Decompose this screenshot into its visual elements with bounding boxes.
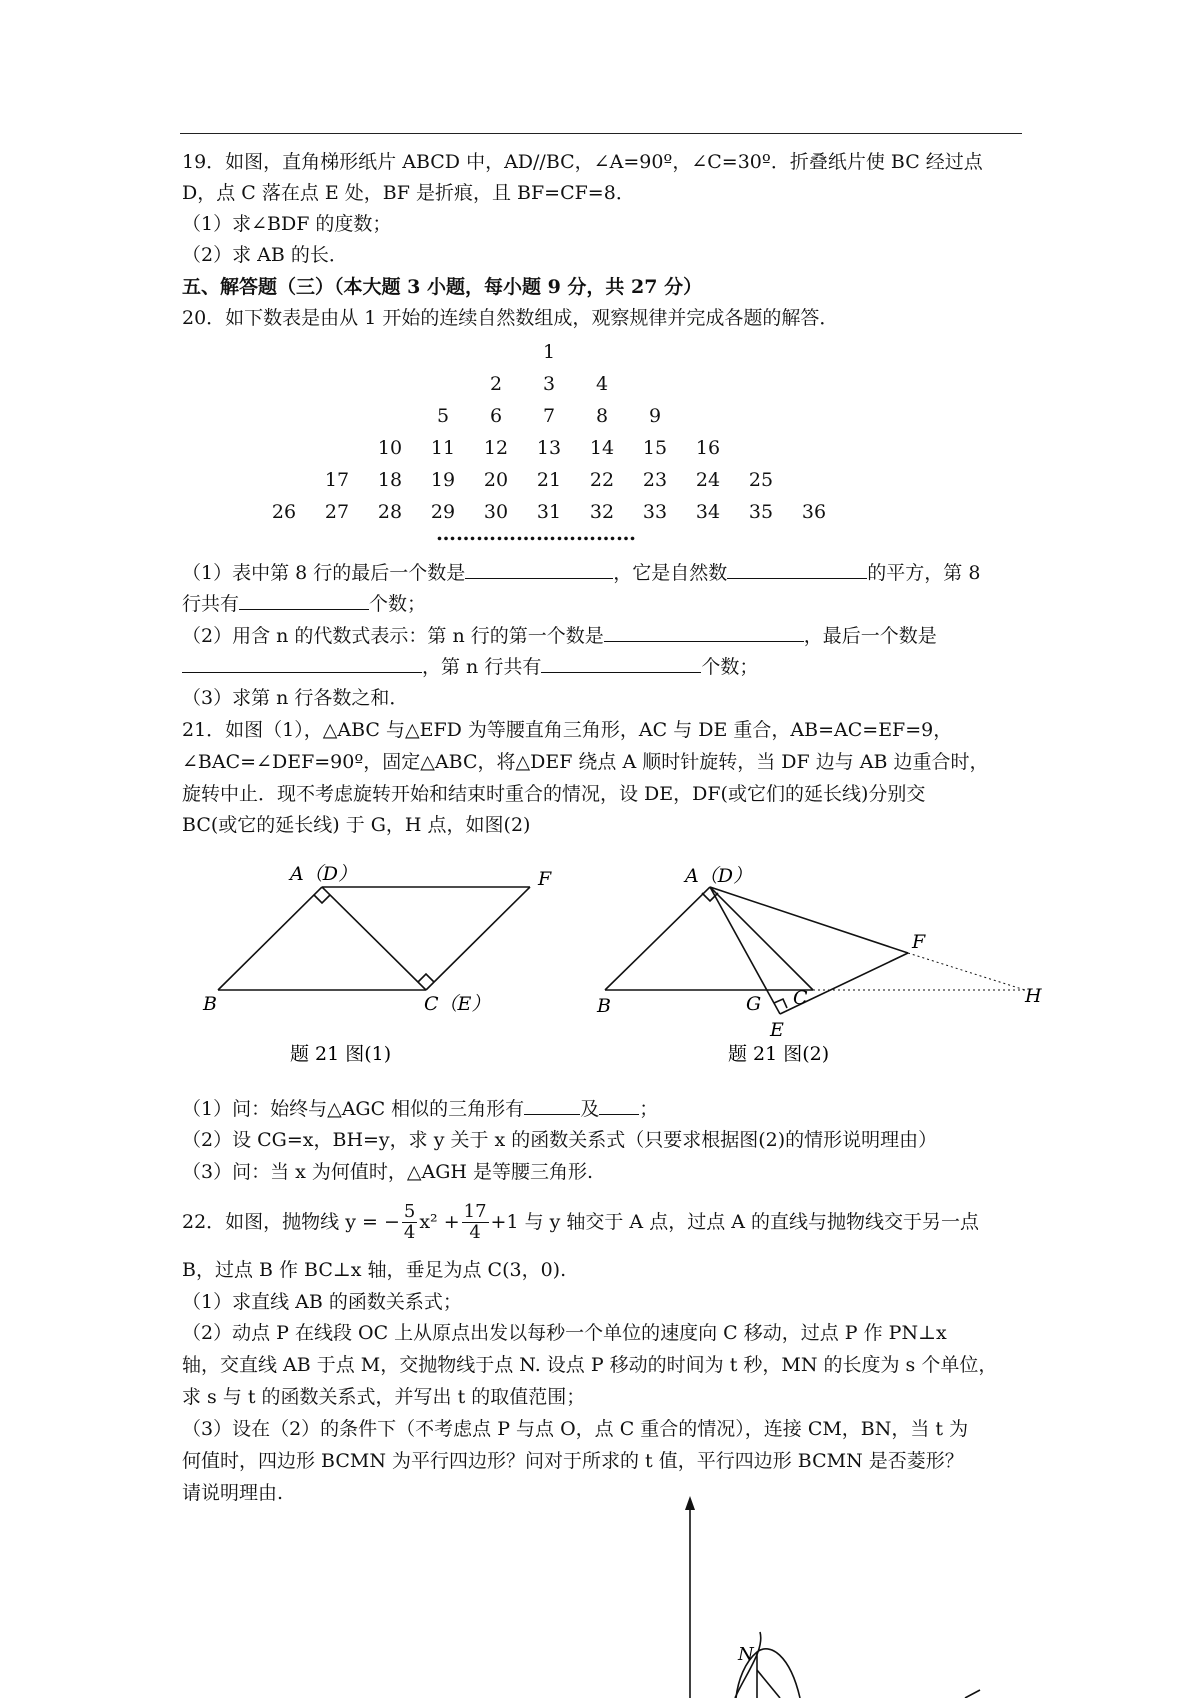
section-5-heading: 五、解答题（三）（本大题 3 小题，每小题 9 分，共 27 分） bbox=[182, 276, 703, 298]
fig22-label-n: N bbox=[738, 1644, 754, 1665]
q22-line2: B，过点 B 作 BC⊥x 轴，垂足为点 C(3，0). bbox=[182, 1259, 567, 1281]
table-number: 19 bbox=[430, 469, 456, 491]
segment-ac bbox=[710, 887, 813, 990]
q19-line2: D，点 C 落在点 E 处，BF 是折痕，且 BF=CF=8． bbox=[182, 182, 635, 204]
q21-p1-text-c: ； bbox=[639, 1098, 659, 1120]
q21-line4: BC(或它的延长线) 于 G，H 点，如图(2) bbox=[182, 814, 531, 836]
table-number: 32 bbox=[589, 501, 615, 523]
table-number: 29 bbox=[430, 501, 456, 523]
q20-p1-text-d: 行共有 bbox=[182, 593, 240, 615]
q21-line2: ∠BAC=∠DEF=90º，固定△ABC，将△DEF 绕点 A 顺时针旋转，当 DF 边与 AB 边重合时， bbox=[182, 751, 989, 773]
table-number: 7 bbox=[542, 405, 556, 427]
q19-part2: （2）求 AB 的长． bbox=[182, 244, 348, 266]
table-number: 25 bbox=[748, 469, 774, 491]
q20-p2-text-b: ，最后一个数是 bbox=[803, 625, 937, 647]
table-number: 8 bbox=[595, 405, 609, 427]
table-number: 22 bbox=[589, 469, 615, 491]
answer-blank[interactable] bbox=[599, 1096, 639, 1115]
segment-ac bbox=[322, 887, 426, 990]
q20-p2-text-d: 个数； bbox=[701, 656, 759, 678]
table-number: 33 bbox=[642, 501, 668, 523]
table-number: 11 bbox=[430, 437, 456, 459]
table-number: 2 bbox=[489, 373, 503, 395]
table-number: 31 bbox=[536, 501, 562, 523]
table-number: 27 bbox=[324, 501, 350, 523]
extension-lines bbox=[813, 953, 1025, 990]
fig2-label-b: B bbox=[597, 995, 611, 1017]
fig2-label-a: A（D） bbox=[685, 865, 752, 887]
figure-22 bbox=[690, 1505, 980, 1698]
table-number: 36 bbox=[801, 501, 827, 523]
q22-part2-line2: 轴，交直线 AB 于点 M，交抛物线于点 N. 设点 P 移动的时间为 t 秒，MN 的长度为 s 个单位， bbox=[182, 1354, 998, 1376]
table-number: 15 bbox=[642, 437, 668, 459]
q21-part1 bbox=[182, 1096, 658, 1121]
fig1-caption: 题 21 图(1) bbox=[290, 1043, 392, 1065]
q22-text-b: +1 与 y 轴交于 A 点，过点 A 的直线与抛物线交于另一点 bbox=[490, 1211, 979, 1233]
table-number: 14 bbox=[589, 437, 615, 459]
table-number: 18 bbox=[377, 469, 403, 491]
table-number: 13 bbox=[536, 437, 562, 459]
fig1-label-c: C（E） bbox=[424, 993, 491, 1015]
figure-21-1 bbox=[218, 887, 530, 990]
q21-line3: 旋转中止．现不考虑旋转开始和结束时重合的情况，设 DE，DF(或它们的延长线)分别交 bbox=[182, 783, 926, 805]
table-number: 16 bbox=[695, 437, 721, 459]
segment-ab bbox=[218, 887, 322, 990]
answer-blank[interactable] bbox=[524, 1096, 580, 1115]
q22-line1 bbox=[182, 1200, 979, 1244]
fig2-label-f: F bbox=[912, 931, 926, 953]
fraction-17-4: $\frac{17}{4}$ bbox=[463, 1200, 487, 1243]
table-number: 21 bbox=[536, 469, 562, 491]
table-number: 34 bbox=[695, 501, 721, 523]
fig2-caption: 题 21 图(2) bbox=[728, 1043, 830, 1065]
q22-part3-line1: （3）设在（2）的条件下（不考虑点 P 与点 O，点 C 重合的情况），连接 CM，BN，当 t 为 bbox=[182, 1418, 969, 1440]
q19-line1: 19．如图，直角梯形纸片 ABCD 中，AD//BC，∠A=90º，∠C=30º．折叠纸片使 BC 经过点 bbox=[182, 151, 983, 173]
fig1-label-f: F bbox=[538, 868, 552, 890]
table-number: 24 bbox=[695, 469, 721, 491]
table-number: 30 bbox=[483, 501, 509, 523]
q22-part2-line3: 求 s 与 t 的函数关系式，并写出 t 的取值范围； bbox=[182, 1386, 586, 1408]
q19-part1: （1）求∠BDF 的度数； bbox=[182, 213, 392, 235]
table-number: 10 bbox=[377, 437, 403, 459]
y-axis-arrow-icon bbox=[685, 1496, 695, 1510]
q20-p1-text-c: 的平方，第 8 bbox=[867, 562, 981, 584]
df-extension bbox=[908, 953, 1025, 990]
table-number: 26 bbox=[271, 501, 297, 523]
table-number: 3 bbox=[542, 373, 556, 395]
table-number: 12 bbox=[483, 437, 509, 459]
q22-part2-line1: （2）动点 P 在线段 OC 上从原点出发以每秒一个单位的速度向 C 移动，过点 P 作 PN⊥x bbox=[182, 1322, 947, 1344]
table-number: 9 bbox=[648, 405, 662, 427]
line-fragment bbox=[965, 1690, 980, 1698]
q20-p1-text-a: （1）表中第 8 行的最后一个数是 bbox=[182, 562, 466, 584]
q20-p2-text-a: （2）用含 n 的代数式表示：第 n 行的第一个数是 bbox=[182, 625, 604, 647]
fig2-label-c: C bbox=[793, 987, 808, 1009]
fig2-label-h: H bbox=[1025, 985, 1042, 1007]
segment-nm bbox=[757, 1670, 780, 1698]
table-number: 1 bbox=[542, 341, 556, 363]
table-number: 5 bbox=[436, 405, 450, 427]
segment-ab bbox=[605, 887, 710, 990]
right-angle-mark-a bbox=[314, 895, 330, 903]
table-number: 17 bbox=[324, 469, 350, 491]
table-number: 20 bbox=[483, 469, 509, 491]
q22-part3-line2: 何值时，四边形 BCMN 为平行四边形？问对于所求的 t 值，平行四边形 BCMN 是否菱形？ bbox=[182, 1450, 964, 1472]
table-number: 6 bbox=[489, 405, 503, 427]
table-number: 4 bbox=[595, 373, 609, 395]
fraction-5-4: $\frac{5}{4}$ bbox=[403, 1200, 416, 1243]
q20-part3: （3）求第 n 行各数之和． bbox=[182, 687, 409, 709]
q21-part2: （2）设 CG=x，BH=y，求 y 关于 x 的函数关系式（只要求根据图(2)的情形说明理由） bbox=[182, 1129, 938, 1151]
q20-p2-text-c: ，第 n 行共有 bbox=[422, 656, 542, 678]
q21-p1-text-a: （1）问：始终与△AGC 相似的三角形有 bbox=[182, 1098, 525, 1120]
q21-p1-text-b: 及 bbox=[580, 1098, 600, 1120]
q22-text-a: 22．如图，抛物线 y = − bbox=[182, 1211, 400, 1233]
segment-df bbox=[710, 887, 908, 953]
q22-text-x2: x² + bbox=[419, 1211, 460, 1233]
q20-p1-text-e: 个数； bbox=[369, 593, 427, 615]
fig2-label-g: G bbox=[746, 993, 762, 1015]
table-number: 28 bbox=[377, 501, 403, 523]
q22-part1: （1）求直线 AB 的函数关系式； bbox=[182, 1291, 462, 1313]
segment-fe bbox=[426, 887, 530, 990]
q21-line1: 21．如图（1），△ABC 与△EFD 为等腰直角三角形，AC 与 DE 重合，AB=AC=EF=9， bbox=[182, 719, 953, 741]
fig2-label-e: E bbox=[770, 1019, 784, 1041]
fig1-label-b: B bbox=[203, 993, 217, 1015]
table-number: 23 bbox=[642, 469, 668, 491]
q22-part3-line3: 请说明理由. bbox=[182, 1482, 284, 1504]
q21-part3: （3）问：当 x 为何值时，△AGH 是等腰三角形. bbox=[182, 1161, 594, 1183]
q20-intro: 20．如下数表是由从 1 开始的连续自然数组成，观察规律并完成各题的解答． bbox=[182, 307, 839, 329]
q20-p1-text-b: ，它是自然数 bbox=[613, 562, 728, 584]
fig1-label-a: A（D） bbox=[290, 863, 357, 885]
table-ellipsis: ………………………… bbox=[436, 521, 636, 545]
right-angle-mark-e bbox=[418, 974, 434, 982]
table-number: 35 bbox=[748, 501, 774, 523]
